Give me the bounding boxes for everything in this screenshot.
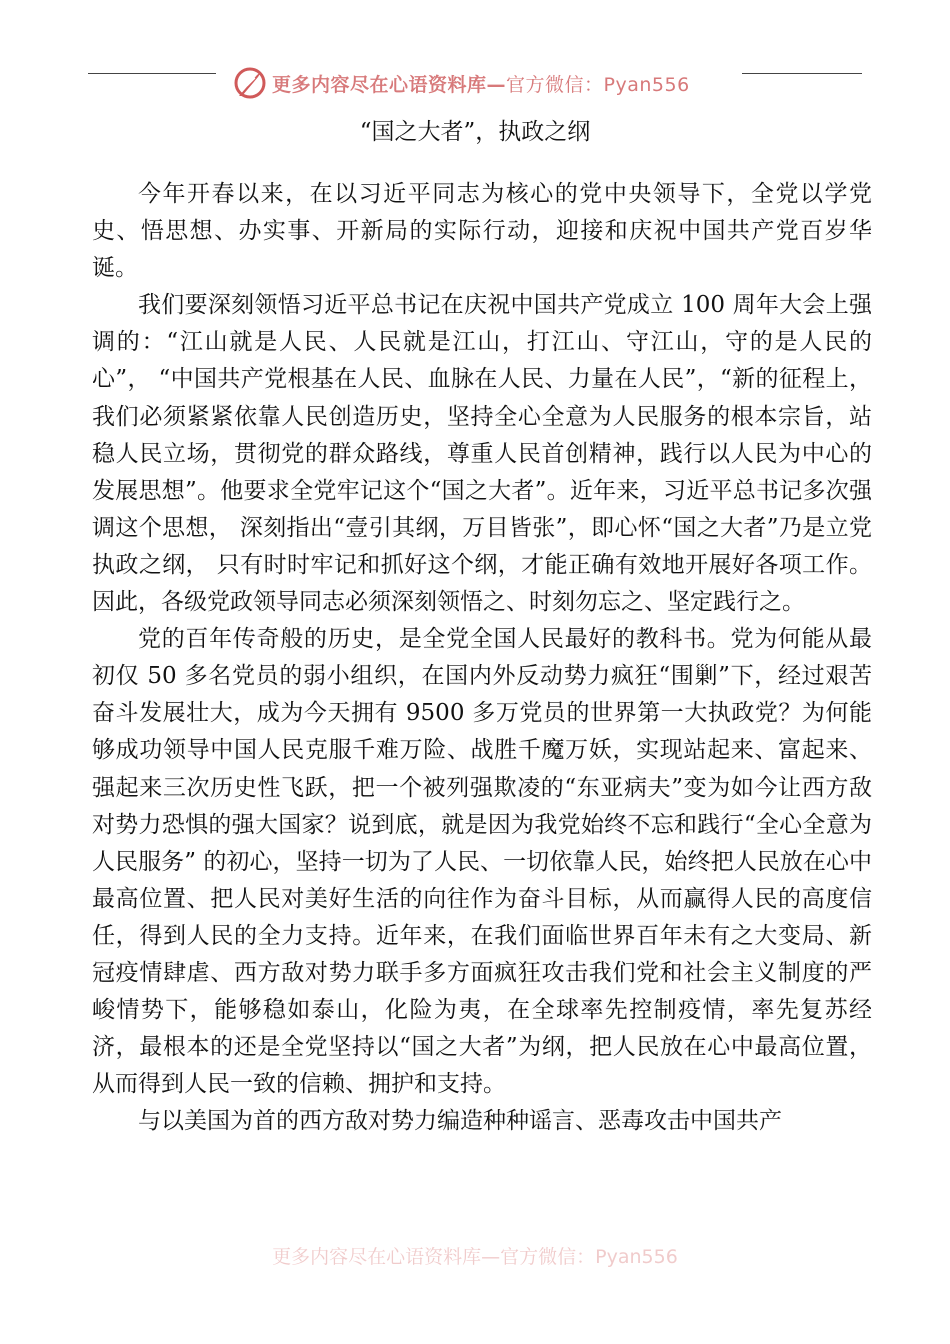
quill-logo-icon <box>233 66 267 100</box>
document-title: “国之大者”，执政之纲 <box>359 119 591 145</box>
banner-wechat-text: 官方微信：Pyan556 <box>506 74 690 96</box>
footer-watermark: 更多内容尽在心语资料库—官方微信：Pyan556 <box>272 1246 678 1268</box>
banner-library-text: 更多内容尽在心语资料库— <box>272 74 507 96</box>
document-body <box>92 176 872 1140</box>
paragraph-1: 今年开春以来，在以习近平同志为核心的党中央领导下，全党以学党史、悟思想、办实事、开新局的实际行动，迎接和庆祝中国共产党百岁华诞。 <box>92 181 872 282</box>
header-rule-right <box>742 73 862 74</box>
paragraph-2: 我们要深刻领悟习近平总书记在庆祝中国共产党成立 100 周年大会上强调的：“江山就是人民、人民就是江山，打江山、守江山，守的是人民的心”， “中国共产党根基在人民、血脉在人民、力量在人民”，“新的征程上，我们必须紧紧依靠人民创造历史，坚持全心全意为人民服务的根本宗旨，站稳人民立场，贯彻党的群众路线，尊重人民首创精神，践行以人民为中心的发展思想”。他要求全党牢记这个“国之大者”。近年来，习近平总书记多次强调这个思想， 深刻指出“壹引其纲，万目皆张”，即心怀“国之大者”乃是立党执政之纲， 只有时时牢记和抓好这个纲，才能正确有效地开展好各项工作。因此，各级党政领导同志必须深刻领悟之、时刻勿忘之、坚定践行之。 <box>92 292 872 616</box>
header-rule-left <box>88 73 216 74</box>
paragraph-3: 党的百年传奇般的历史，是全党全国人民最好的教科书。党为何能从最初仅 50 多名党员的弱小组织，在国内外反动势力疯狂“围剿”下，经过艰苦奋斗发展壮大，成为今天拥有 9500 多万党员的世界第一大执政党？为何能够成功领导中国人民克服千难万险、战胜千魔万妖，实现站起来、富起来、强起来三次历史性飞跃，把一个被列强欺凌的“东亚病夫”变为如今让西方敌对势力恐惧的强大国家？说到底，就是因为我党始终不忘和践行“全心全意为人民服务” 的初心，坚持一切为了人民、一切依靠人民，始终把人民放在心中最高位置、把人民对美好生活的向往作为奋斗目标，从而赢得人民的高度信任，得到人民的全力支持。近年来，在我们面临世界百年未有之大变局、新冠疫情肆虐、西方敌对势力联手多方面疯狂攻击我们党和社会主义制度的严峻情势下，能够稳如泰山，化险为夷，在全球率先控制疫情，率先复苏经济，最根本的还是全党坚持以“国之大者”为纲，把人民放在心中最高位置，从而得到人民一致的信赖、拥护和支持。 <box>92 626 872 1098</box>
header-banner <box>272 70 690 97</box>
paragraph-4: 与以美国为首的西方敌对势力编造种种谣言、恶毒攻击中国共产 <box>138 1108 782 1135</box>
